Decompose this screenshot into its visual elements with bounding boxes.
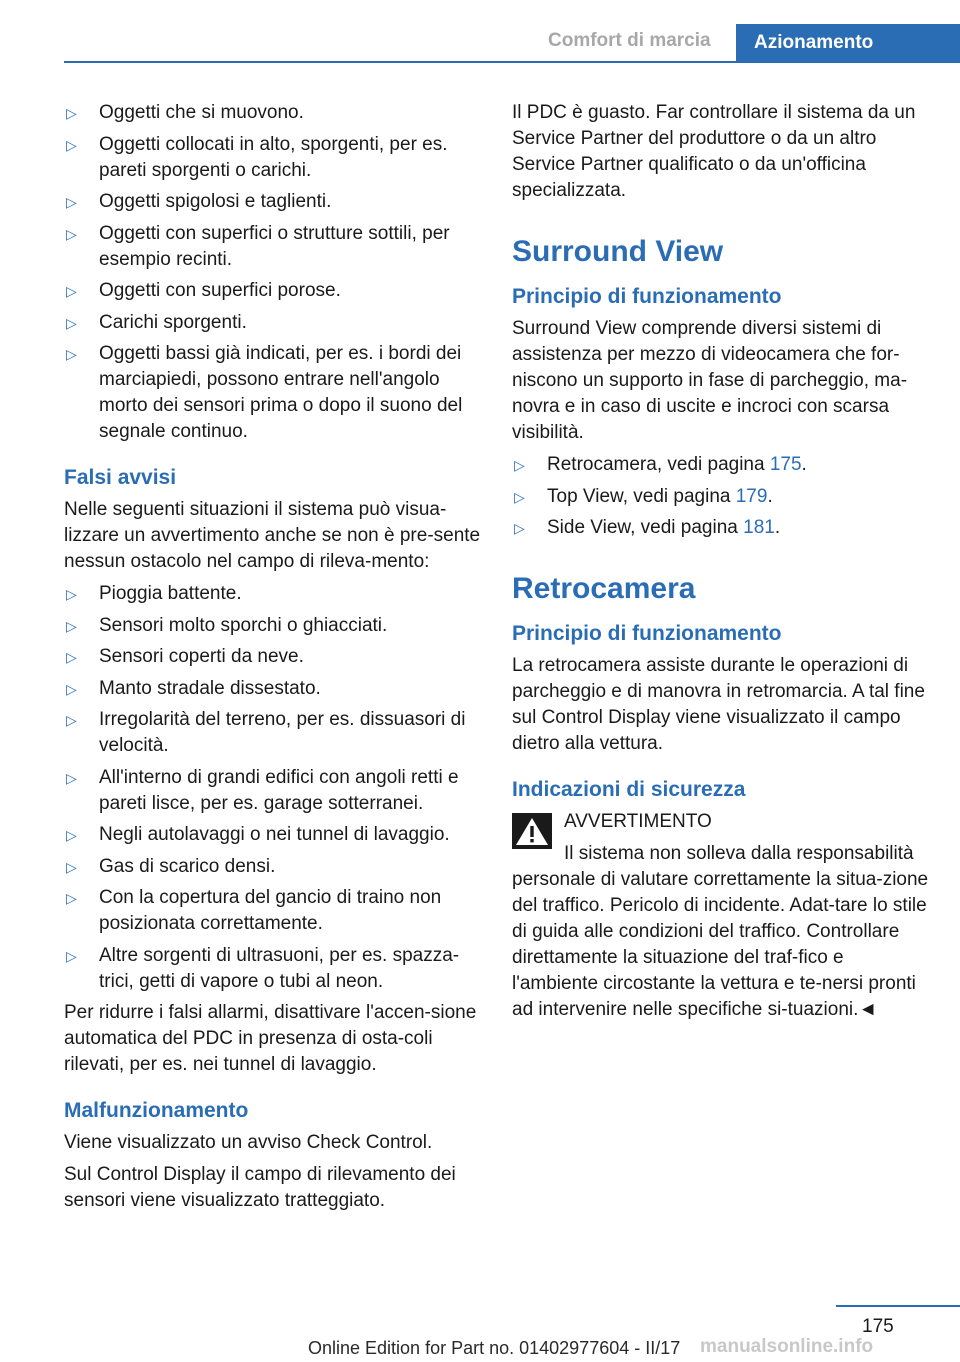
list-item: ▷ Oggetti bassi già indicati, per es. i bordi dei marciapiedi, possono entrare nell'angolo morto dei sensori prima o dopo il suono del segnale continuo. [66, 343, 463, 442]
list-item: ▷ Retrocamera, vedi pagina 175. [512, 452, 930, 478]
triangle-bullet-icon: ▷ [66, 194, 77, 210]
retrocamera-heading: Retrocamera [512, 572, 696, 605]
triangle-bullet-icon: ▷ [66, 947, 77, 964]
list-item: ▷ Oggetti con superfici porose. [64, 278, 482, 304]
falsi-avvisi-heading: Falsi avvisi [64, 466, 177, 489]
page-number: 175 [862, 1316, 894, 1337]
surround-view-subheading: Principio di funzionamento [512, 285, 782, 308]
triangle-bullet-icon: ▷ [66, 769, 77, 786]
list-item: ▷ Irregolarità del terreno, per es. dissuasori di velocità. [66, 709, 466, 756]
triangle-bullet-icon: ▷ [514, 520, 525, 536]
header-chapter-tab[interactable]: Azionamento [736, 24, 960, 63]
surround-view-text: Surround View comprende diversi sistemi di assistenza per mezzo di videocamera che for-niscono un supporto in fase di parcheggio, ma-novra e in caso di uscite e incroci con scarsa visibilità. [512, 318, 908, 443]
surround-view-list [512, 452, 930, 541]
list-item: ▷ Sensori molto sporchi o ghiacciati. [64, 613, 482, 639]
retrocamera-text: La retrocamera assiste durante le operazioni di parcheggio e di manovra in retromarcia. A tal fine sul Control Display viene visualizzato il campo dietro alla vettura. [512, 655, 925, 754]
triangle-bullet-icon: ▷ [66, 225, 77, 242]
triangle-bullet-icon: ▷ [66, 890, 77, 906]
page-link-179[interactable]: 179 [735, 485, 768, 507]
warning-title: AVVERTIMENTO [564, 811, 712, 832]
page-number-rule [836, 1305, 960, 1307]
triangle-bullet-icon: ▷ [514, 488, 525, 505]
warning-triangle-icon [512, 813, 552, 849]
false-warning-list [64, 581, 482, 995]
list-item: ▷ Negli autolavaggi o nei tunnel di lavaggio. [64, 822, 482, 848]
right-column [512, 100, 930, 1023]
triangle-bullet-icon: ▷ [66, 314, 77, 331]
warning-box [512, 809, 930, 1023]
list-item: ▷ Oggetti che si muovono. [64, 100, 482, 126]
triangle-bullet-icon: ▷ [66, 346, 77, 362]
pdc-fault-text: Il PDC è guasto. Far controllare il sistema da un Service Partner del produttore o da un altro Service Partner qualificato o da un'officina specializzata. [512, 102, 916, 201]
triangle-bullet-icon: ▷ [66, 586, 77, 602]
object-list [64, 100, 482, 445]
header-section-tab[interactable]: Comfort di marcia [548, 30, 711, 51]
triangle-bullet-icon: ▷ [66, 283, 77, 299]
list-item: ▷ Carichi sporgenti. [64, 310, 482, 336]
malfunzionamento-heading: Malfunzionamento [64, 1099, 249, 1122]
warning-body [512, 841, 930, 1023]
triangle-bullet-icon: ▷ [66, 858, 77, 875]
warning-rest: personale di valutare correttamente la situa-zione del traffico. Pericolo di incidente. Adat-tare lo stile di guida alle condizioni del traffico. Controllare direttamente la situazione del traf-fico e l'ambiente circostante la vettura e te-nersi pronti ad intervenire nelle specifiche si-tuazioni.◄ [512, 869, 929, 1020]
retrocamera-subheading: Principio di funzionamento [512, 622, 782, 645]
list-item: ▷ Gas di scarico densi. [64, 854, 482, 880]
edition-footer: Online Edition for Part no. 01402977604 - II/17 [308, 1338, 681, 1358]
list-item: ▷ Altre sorgenti di ultrasuoni, per es. spazza-trici, getti di vapore o tubi al neon. [66, 944, 460, 992]
triangle-bullet-icon: ▷ [514, 457, 525, 473]
malfunzionamento-text-2: Sul Control Display il campo di rilevamento dei sensori viene visualizzato tratteggiato. [64, 1164, 456, 1211]
list-item: ▷ Manto stradale dissestato. [64, 676, 482, 702]
warning-first-line: Il sistema non solleva dalla responsabilità [564, 843, 914, 864]
falsi-avvisi-note: Per ridurre i falsi allarmi, disattivare l'accen-sione automatica del PDC in presenza di osta-coli rilevati, per es. nei tunnel di lavaggio. [64, 1002, 477, 1075]
triangle-bullet-icon: ▷ [66, 712, 77, 728]
list-item: ▷ Con la copertura del gancio di traino non posizionata correttamente. [66, 887, 442, 934]
triangle-bullet-icon: ▷ [66, 617, 77, 634]
triangle-bullet-icon: ▷ [66, 680, 77, 697]
triangle-bullet-icon: ▷ [66, 827, 77, 843]
malfunzionamento-text-1: Viene visualizzato un avviso Check Control. [64, 1132, 433, 1153]
list-item: ▷ Oggetti con superfici o strutture sottili, per esempio recinti. [66, 222, 450, 270]
left-column [64, 100, 482, 1220]
list-item: ▷ Side View, vedi pagina 181. [512, 515, 930, 541]
page-link-175[interactable]: 175 [769, 454, 802, 475]
triangle-bullet-icon: ▷ [66, 649, 77, 665]
surround-view-heading: Surround View [512, 235, 724, 268]
list-item: ▷ Sensori coperti da neve. [64, 644, 482, 670]
list-item: ▷ Pioggia battente. [64, 581, 482, 607]
triangle-bullet-icon: ▷ [66, 136, 77, 153]
triangle-bullet-icon: ▷ [66, 105, 77, 121]
falsi-avvisi-intro: Nelle seguenti situazioni il sistema può visua-lizzare un avvertimento anche se non è pre-sente nessun ostacolo nel campo di rileva-mento: [64, 499, 481, 572]
list-item: ▷ Oggetti spigolosi e taglienti. [64, 189, 482, 215]
watermark: manualsonline.info [700, 1336, 874, 1357]
page-link-181[interactable]: 181 [743, 517, 775, 538]
list-item: ▷ Top View, vedi pagina 179. [512, 484, 930, 510]
list-item: ▷ All'interno di grandi edifici con angoli retti e pareti lisce, per es. garage sotterranei. [66, 766, 459, 814]
safety-heading: Indicazioni di sicurezza [512, 778, 746, 801]
list-item: ▷ Oggetti collocati in alto, sporgenti, per es. pareti sporgenti o carichi. [66, 133, 448, 181]
